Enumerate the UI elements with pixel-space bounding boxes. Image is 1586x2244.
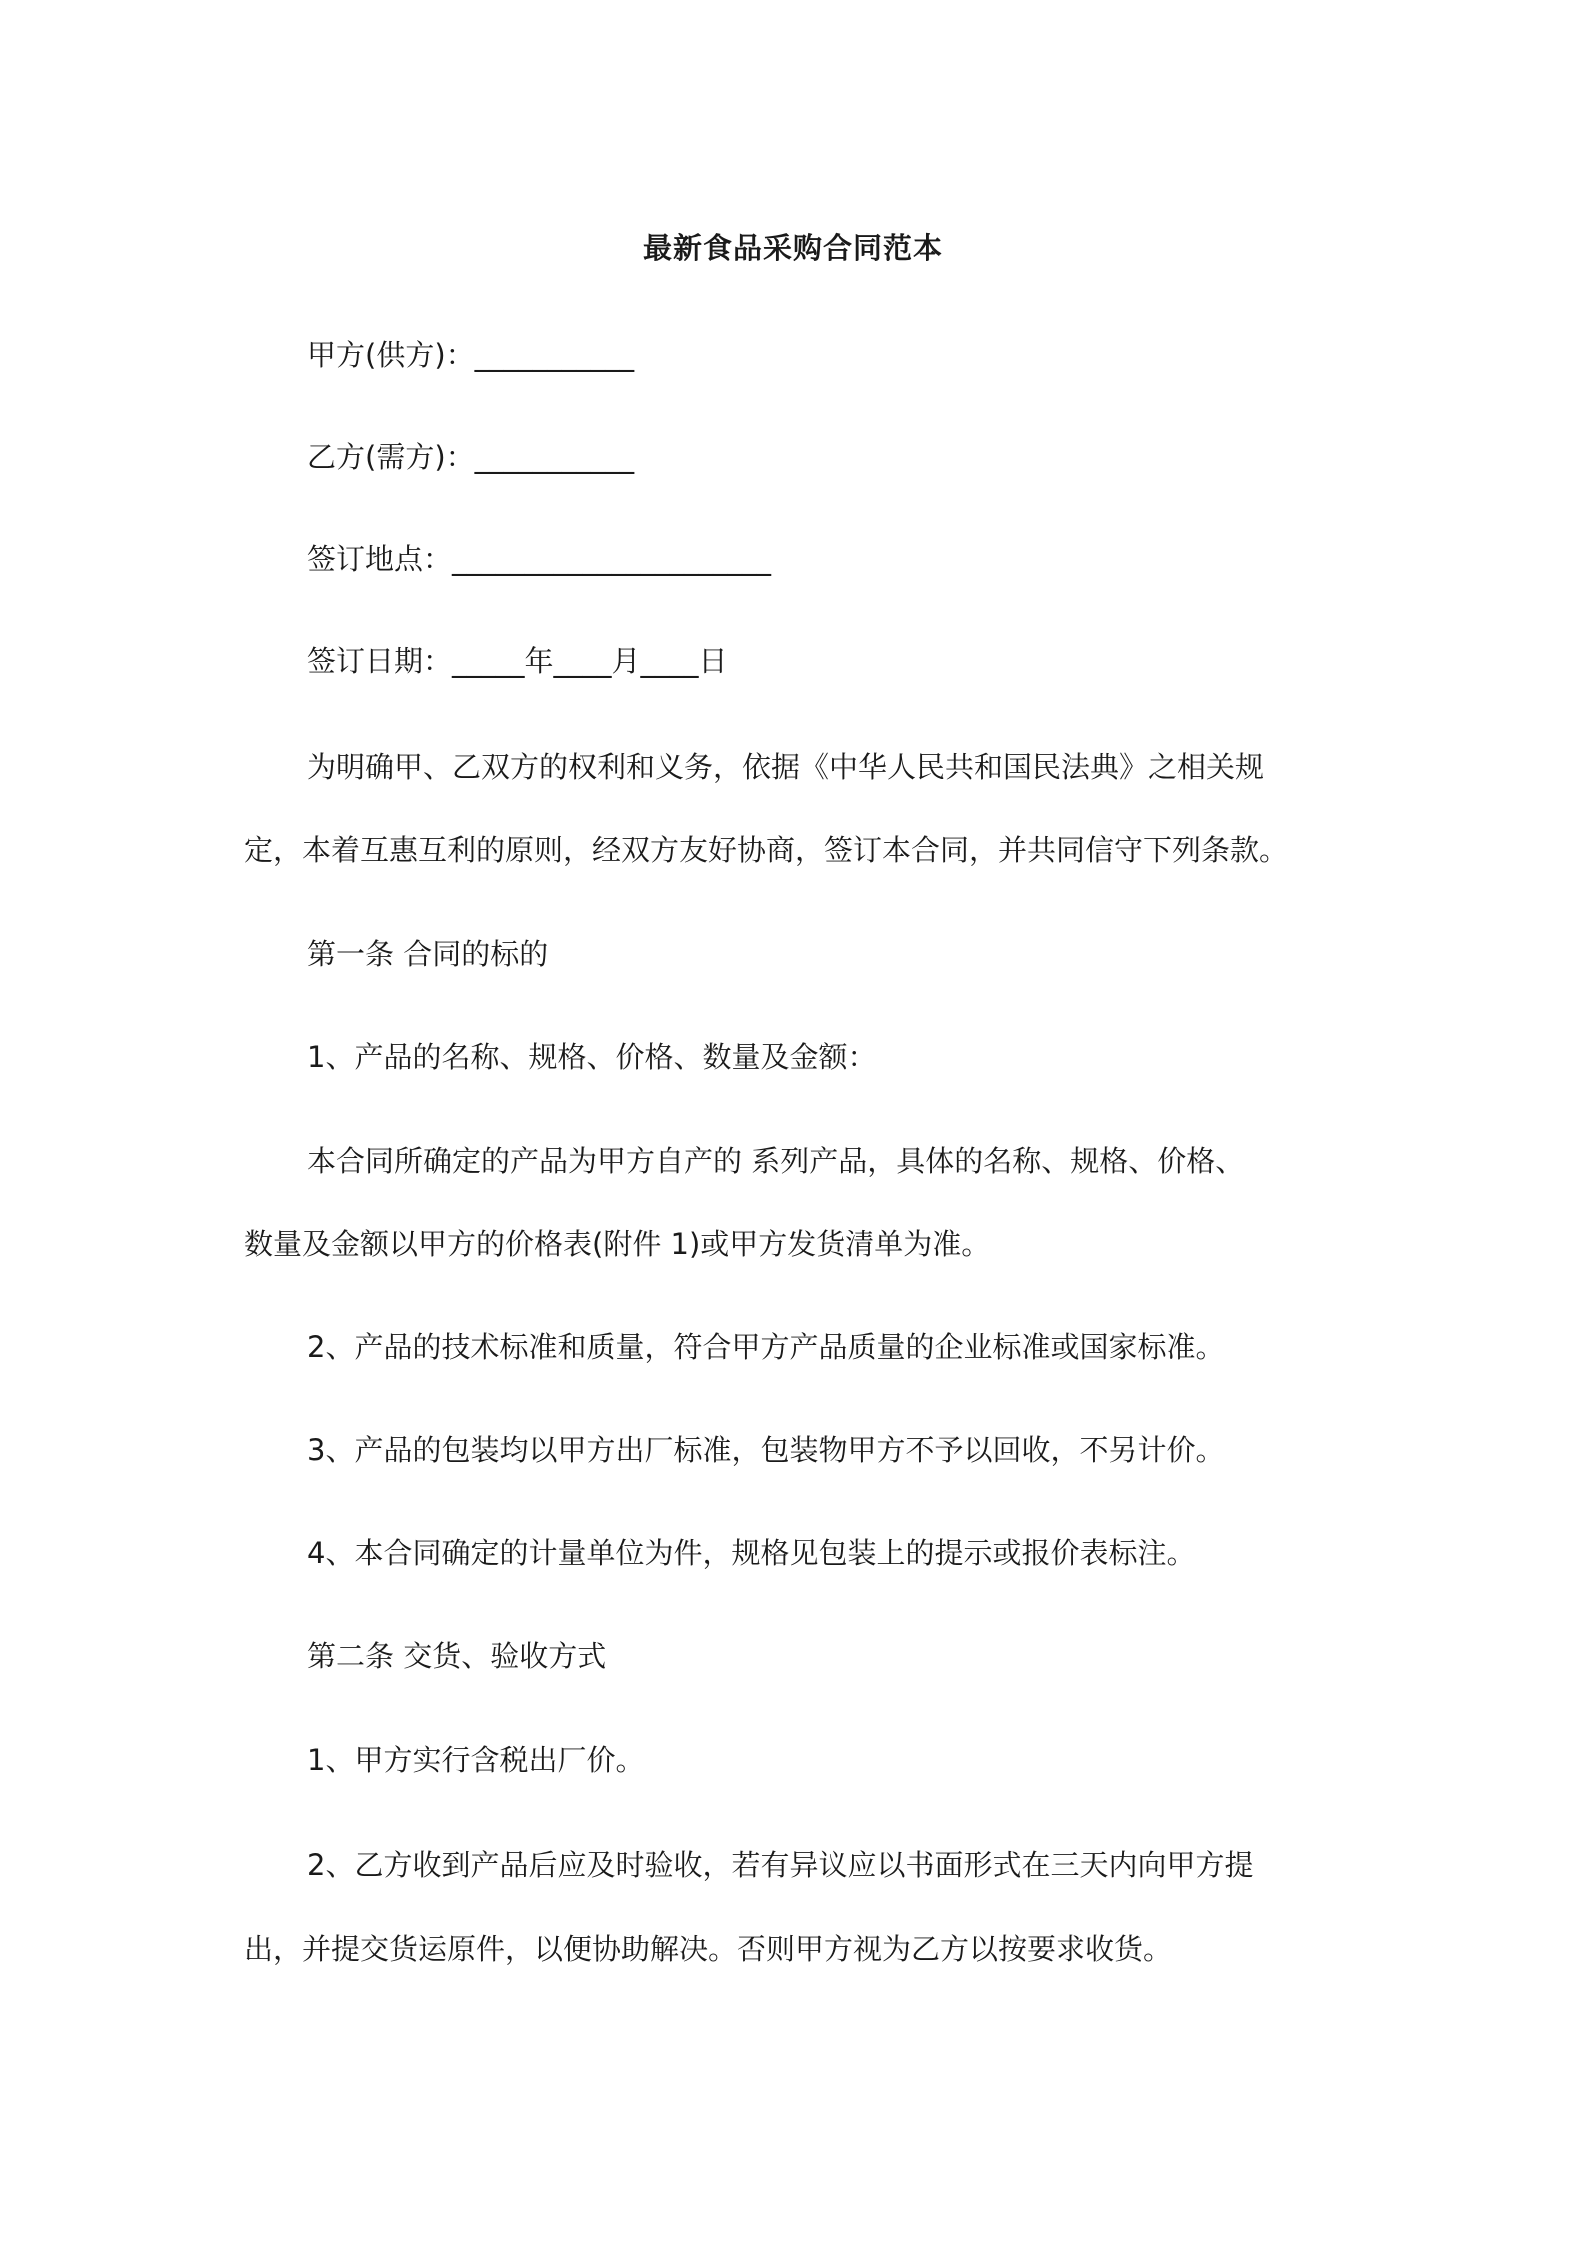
article-2-item-2-line-2: 出，并提交货运原件，以便协助解决。否则甲方视为乙方以按要求收货。 [244,1932,1173,1966]
article-1-heading: 第一条 合同的标的 [307,937,549,971]
article-1-item-1-body-1: 本合同所确定的产品为甲方自产的 系列产品，具体的名称、规格、价格、 [307,1144,1245,1178]
article-2-heading: 第二条 交货、验收方式 [307,1639,607,1673]
article-1-item-4: 4、本合同确定的计量单位为件，规格见包装上的提示或报价表标注。 [307,1536,1196,1570]
signing-place-field: 签订地点：______________________ [307,542,772,576]
article-2-item-2-line-1: 2、乙方收到产品后应及时验收，若有异议应以书面形式在三天内向甲方提 [307,1848,1254,1882]
document-title: 最新食品采购合同范本 [642,231,943,265]
article-1-item-1: 1、产品的名称、规格、价格、数量及金额： [307,1040,877,1074]
preamble-line-1: 为明确甲、乙双方的权利和义务，依据《中华人民共和国民法典》之相关规 [307,750,1265,784]
party-b-field: 乙方(需方)：___________ [307,440,635,474]
preamble-line-2: 定，本着互惠互利的原则，经双方友好协商，签订本合同，并共同信守下列条款。 [244,833,1289,867]
signing-date-field: 签订日期：_____年____月____日 [307,644,728,678]
party-a-field: 甲方(供方)：___________ [307,338,635,372]
article-2-item-1: 1、甲方实行含税出厂价。 [307,1743,645,1777]
article-1-item-1-body-2: 数量及金额以甲方的价格表(附件 1)或甲方发货清单为准。 [244,1227,991,1261]
article-1-item-3: 3、产品的包装均以甲方出厂标准，包装物甲方不予以回收，不另计价。 [307,1433,1225,1467]
article-1-item-2: 2、产品的技术标准和质量，符合甲方产品质量的企业标准或国家标准。 [307,1330,1225,1364]
